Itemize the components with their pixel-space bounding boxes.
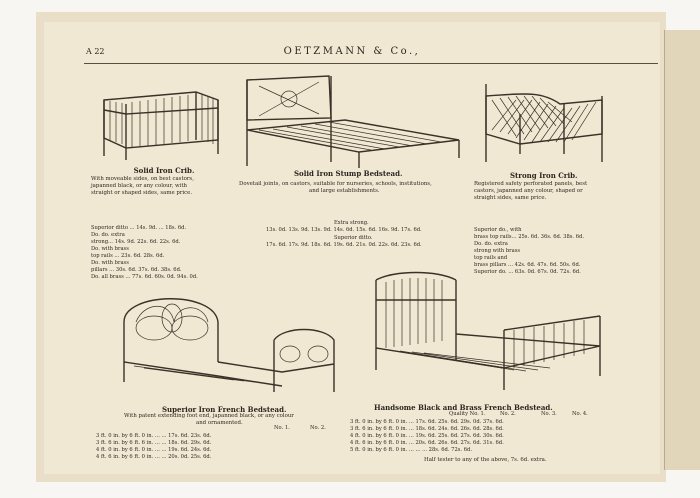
crib-price-5: top rails ... 23s. 6d. 28s. 6d. [91,253,165,259]
brass-bedstead-illustration [364,250,604,398]
page-number: A 22 [86,47,105,56]
stump-caption: Solid Iron Stump Bedstead. [294,169,403,178]
brass-col-1: Quality No. 1. [449,411,486,417]
brass-row-3: 4 ft. 0 in. by 6 ft. 0 in. ... 19s. 6d. 25s. 6d. 27s. 6d. 30s. 6d. [350,433,504,439]
crib-price-8: Do. all brass ... 77s. 6d. 60s. 0d. 94s. 0d. [91,274,198,280]
stump-bedstead-illustration [239,70,469,170]
brass-row-5: 5 ft. 0 in. by 6 ft. 0 in. ... ... ... 28s. 6d. 72s. 6d. [350,447,472,453]
stump-price-1: 13s. 0d. 13s. 9d. 13s. 9d. 14s. 6d. 15s. 6d. 16s. 9d. 17s. 6d. [266,227,422,233]
french-row-2: 3 ft. 6 in. by 6 ft. 6 in. ... ... 18s. 6d. 29s. 6d. [96,440,212,446]
strong-crib-price-7: Superior do. ... 63s. 0d. 67s. 0d. 72s. 6d. [474,269,581,275]
strong-crib-illustration [480,74,620,166]
french-caption: Superior Iron French Bedstead. [162,405,287,414]
strong-crib-price-4: strong with brass [474,248,521,254]
french-desc-2: and ornamented. [196,420,243,426]
facing-page-edge [664,30,700,470]
brass-row-4: 4 ft. 6 in. by 6 ft. 0 in. ... 20s. 6d. 26s. 6d. 27s. 6d. 31s. 6d. [350,440,504,446]
crib-desc-2: japanned black, or any colour, with [91,183,188,189]
crib-price-2: Do. do. extra [91,232,125,238]
crib-price-1: Superior ditto ... 14s. 9d. ... 18s. 6d. [91,225,187,231]
crib-price-6: Do. with brass [91,260,129,266]
french-desc-1: With patent extending foot end, japanned black, or any colour [124,413,294,419]
brass-row-2: 3 ft. 6 in. by 6 ft. 0 in. ... 18s. 6d. 24s. 6d. 26s. 6d. 28s. 6d. [350,426,504,432]
stump-desc-2: and large establishments. [309,188,380,194]
brass-row-1: 3 ft. 0 in. by 6 ft. 0 in. ... 17s. 6d. 25s. 6d. 29s. 0d. 37s. 6d. [350,419,504,425]
brass-footnote: Half tester to any of the above, 7s. 6d. extra. [424,457,547,463]
strong-crib-desc-1: Registered safety perforated panels, best [474,181,588,187]
stump-superior: Superior ditto. [334,235,373,241]
crib-illustration [96,70,226,162]
brass-col-3: No. 3. [541,411,557,417]
stump-price-2: 17s. 6d. 17s. 9d. 18s. 6d. 19s. 6d. 21s. 0d. 22s. 6d. 23s. 6d. [266,242,422,248]
french-col-no1: No. 1. [274,425,290,431]
page-header: OETZMANN & Co., [283,46,421,57]
brass-col-2: No. 2. [500,411,516,417]
strong-crib-price-6: brass pillars ... 42s. 6d. 47s. 6d. 50s. 6d. [474,262,581,268]
french-col-no2: No. 2. [310,425,326,431]
brass-caption: Handsome Black and Brass French Bedstead. [374,403,553,412]
crib-price-7: pillars ... 30s. 6d. 37s. 6d. 38s. 6d. [91,267,182,273]
stump-desc-1: Dovetail joints, on castors, suitable for nurseries, schools, institutions, [239,181,432,187]
crib-desc-1: With moveable sides, on best castors, [91,176,194,182]
strong-crib-price-1: Superior do., with [474,227,522,233]
strong-crib-price-2: brass top rails... 25s. 6d. 36s. 6d. 38s. 6d. [474,234,584,240]
crib-price-4: Do. with brass [91,246,129,252]
strong-crib-price-3: Do. do. extra [474,241,508,247]
french-row-1: 3 ft. 0 in. by 6 ft. 0 in. ... ... 17s. 6d. 23s. 6d. [96,433,212,439]
french-row-3: 4 ft. 0 in. by 6 ft. 0 in. ... ... 19s. 6d. 24s. 6d. [96,447,212,453]
french-row-4: 4 ft. 6 in. by 6 ft. 0 in. ... ... 20s. 0d. 25s. 6d. [96,454,212,460]
strong-crib-desc-2: castors, japanned any colour, shaped or [474,188,583,194]
crib-caption: Solid Iron Crib. [133,166,195,175]
strong-crib-desc-3: straight sides, same price. [474,195,547,201]
brass-col-4: No. 4. [572,411,588,417]
strong-crib-caption: Strong Iron Crib. [510,171,578,180]
header-rule [84,63,658,64]
french-bedstead-illustration [114,282,344,400]
crib-desc-3: straight or shaped sides, same price. [91,190,193,196]
strong-crib-price-5: top rails and [474,255,508,261]
crib-price-3: strong... 14s. 9d. 22s. 6d. 22s. 6d. [91,239,181,245]
catalogue-page [44,22,660,474]
stump-extra-strong: Extra strong. [334,220,369,226]
